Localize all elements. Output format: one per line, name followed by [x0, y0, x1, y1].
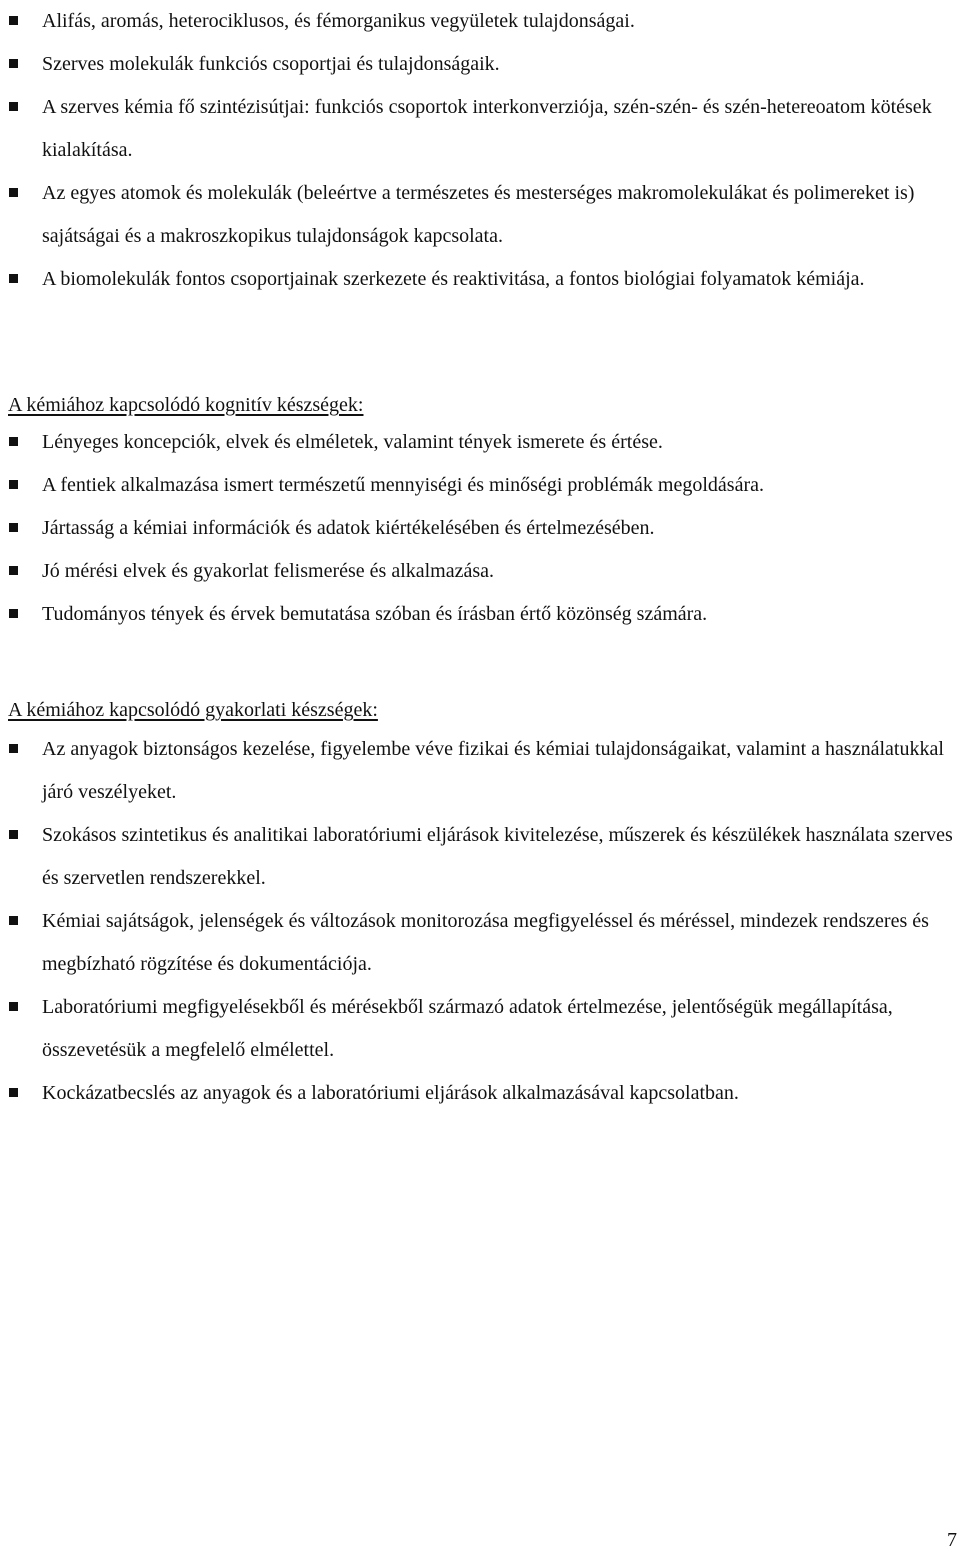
square-bullet-icon: [9, 566, 18, 575]
square-bullet-icon: [9, 188, 18, 197]
list-item: Kockázatbecslés az anyagok és a laboratóriumi eljárások alkalmazásával kapcsolatban.: [8, 1072, 958, 1115]
list-item: Az egyes atomok és molekulák (beleértve a természetes és mesterséges makromolekulákat és polimereket is) sajátságai és a makroszkopikus tulajdonságok kapcsolata.: [8, 172, 958, 258]
bullet-list-cognitive: [8, 421, 958, 636]
square-bullet-icon: [9, 1088, 18, 1097]
list-item: Alifás, aromás, heterociklusos, és fémorganikus vegyületek tulajdonságai.: [8, 0, 958, 43]
page-content: [8, 0, 958, 1104]
square-bullet-icon: [9, 523, 18, 532]
list-item: A fentiek alkalmazása ismert természetű mennyiségi és minőségi problémák megoldására.: [8, 464, 958, 507]
section-heading-practical: A kémiához kapcsolódó gyakorlati készségek:: [8, 699, 378, 721]
square-bullet-icon: [9, 59, 18, 68]
section-heading-cognitive: A kémiához kapcsolódó kognitív készségek:: [8, 394, 364, 416]
list-item: Az anyagok biztonságos kezelése, figyelembe véve fizikai és kémiai tulajdonságaikat, valamint a használatukkal járó veszélyeket.: [8, 728, 958, 814]
list-item: A szerves kémia fő szintézisútjai: funkciós csoportok interkonverziója, szén-szén- és szén-hetereoatom kötések kialakítása.: [8, 86, 958, 172]
square-bullet-icon: [9, 744, 18, 753]
list-item: A biomolekulák fontos csoportjainak szerkezete és reaktivitása, a fontos biológiai folyamatok kémiája.: [8, 258, 958, 301]
list-item: Jártasság a kémiai információk és adatok kiértékelésében és értelmezésében.: [8, 507, 958, 550]
square-bullet-icon: [9, 102, 18, 111]
square-bullet-icon: [9, 274, 18, 283]
bullet-list-practical: [8, 728, 958, 1115]
list-item: Jó mérési elvek és gyakorlat felismerése és alkalmazása.: [8, 550, 958, 593]
square-bullet-icon: [9, 16, 18, 25]
square-bullet-icon: [9, 916, 18, 925]
square-bullet-icon: [9, 437, 18, 446]
square-bullet-icon: [9, 1002, 18, 1011]
page-number: 7: [947, 1529, 957, 1551]
list-item: Lényeges koncepciók, elvek és elméletek, valamint tények ismerete és értése.: [8, 421, 958, 464]
list-item: Szerves molekulák funkciós csoportjai és tulajdonságaik.: [8, 43, 958, 86]
square-bullet-icon: [9, 480, 18, 489]
square-bullet-icon: [9, 609, 18, 618]
list-item: Laboratóriumi megfigyelésekből és mérésekből származó adatok értelmezése, jelentőségük megállapítása, összevetésük a megfelelő elmélettel.: [8, 986, 958, 1072]
square-bullet-icon: [9, 830, 18, 839]
list-item: Tudományos tények és érvek bemutatása szóban és írásban értő közönség számára.: [8, 593, 958, 636]
bullet-list-topics: [8, 0, 958, 301]
list-item: Szokásos szintetikus és analitikai laboratóriumi eljárások kivitelezése, műszerek és készülékek használata szerves és szervetlen rendszerekkel.: [8, 814, 958, 900]
list-item: Kémiai sajátságok, jelenségek és változások monitorozása megfigyeléssel és méréssel, mindezek rendszeres és megbízható rögzítése és dokumentációja.: [8, 900, 958, 986]
